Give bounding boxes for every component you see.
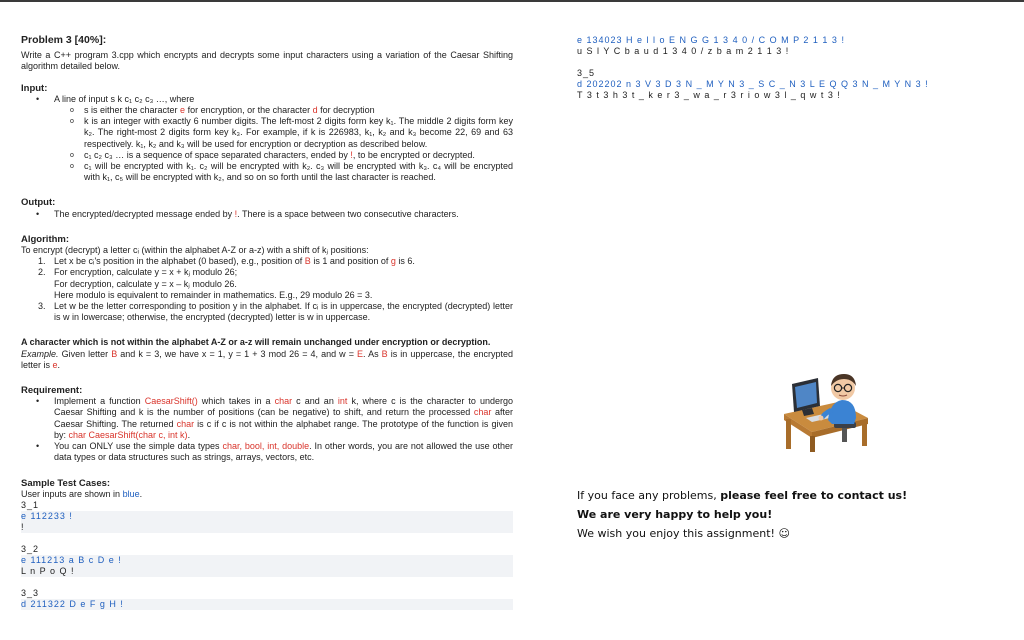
- input-sub-chars: o c₁ c₂ c₃ … is a sequence of space separated characters, ended by !, to be encrypted or decrypted.: [21, 150, 513, 161]
- output-bullet: • The encrypted/decrypted message ended by !. There is a space between two consecutive characters.: [21, 209, 513, 220]
- requirement-bullet-2: • You can ONLY use the simple data types char, bool, int, double. In other words, you are not allowed the use other data types or data structures such as strings, arrays, vectors, etc.: [21, 441, 513, 463]
- test-case-input: e 134023 H e l l o E N G G 1 3 4 0 / C O M P 2 1 1 3 !: [577, 35, 845, 45]
- test-case-input: e 111213 a B c D e !: [21, 555, 513, 566]
- contact-line-1: If you face any problems, please feel free to contact us!: [577, 489, 908, 502]
- test-case-3-1: [21, 500, 513, 533]
- right-test-cases: [577, 35, 1007, 101]
- algorithm-step-3: 3. Let w be the letter corresponding to position y in the alphabet. If cᵢ is in uppercase, the encrypted (decrypted) letter is w in lowercase; otherwise, the encrypted (decrypted) letter is w in uppercase.: [38, 301, 513, 323]
- algorithm-intro: To encrypt (decrypt) a letter cᵢ (within the alphabet A-Z or a-z) with a shift of kⱼ positions:: [21, 245, 369, 256]
- requirement-heading: Requirement:: [21, 385, 83, 397]
- contact-message: [577, 486, 907, 543]
- test-case-3-2: [21, 544, 513, 577]
- algorithm-step-1: 1. Let x be cᵢ's position in the alphabet (0 based), e.g., position of B is 1 and position of g is 6.: [38, 256, 415, 267]
- smiley-icon: ☺: [778, 527, 790, 540]
- test-case-id: 3_3: [21, 587, 40, 598]
- samples-heading: Sample Test Cases:: [21, 477, 111, 489]
- test-case-output: u S l Y C b a u d 1 3 4 0 / z b a m 2 1 1 3 !: [577, 46, 790, 56]
- problem-panel: [21, 35, 513, 610]
- problem-title: Problem 3 [40%]:: [21, 34, 107, 46]
- input-bullet: • A line of input s k c₁ c₂ c₃ …, where: [21, 94, 513, 105]
- input-heading: Input:: [21, 82, 48, 94]
- test-case-output: !: [21, 522, 513, 533]
- test-case-id: 3_1: [21, 499, 40, 510]
- samples-note: User inputs are shown in blue.: [21, 488, 143, 499]
- output-heading: Output:: [21, 197, 56, 209]
- input-sub-k: o k is an integer with exactly 6 number digits. The left-most 2 digits form key k₁. The middle 2 digits form key k₂. The right-most 2 digits form key k₃. For example, if k is 226983, k₁, k₂ and k₃ become 22, 69 and 63 respectively. k₁, k₂ and k₃ will be used for encryption or decryption as described below.: [21, 116, 513, 150]
- test-case-output: L n P o Q !: [21, 566, 513, 577]
- test-case-input: e 112233 !: [21, 511, 513, 522]
- requirement-bullet-1: • Implement a function CaesarShift() which takes in a char c and an int k, where c is the character to undergo Caesar Shifting and k is the number of positions (can be negative) to shift, and return the processed char after Caesar Shifting. The returned char is c if c is not within the alphabet range. The prototype of the function is given by: char CaesarShift(char c, int k).: [21, 396, 513, 441]
- algorithm-heading: Algorithm:: [21, 233, 70, 245]
- contact-line-2: We are very happy to help you!: [577, 508, 773, 521]
- top-rule: [0, 0, 1024, 2]
- note-nonalpha: A character which is not within the alphabet A-Z or a-z will remain unchanged under encryption or decryption.: [21, 337, 491, 348]
- problem-intro: Write a C++ program 3.cpp which encrypts and decrypts some input characters using a variation of the Caesar Shifting algorithm detailed below.: [21, 50, 513, 72]
- test-case-input: d 202202 n 3 V 3 D 3 N _ M Y N 3 _ S C _ N 3 L E Q Q 3 N _ M Y N 3 !: [577, 79, 929, 89]
- contact-line-3: We wish you enjoy this assignment! ☺: [577, 527, 790, 540]
- test-case-id: 3_5: [577, 68, 596, 78]
- test-case-id: 3_2: [21, 543, 40, 554]
- test-case-3-3: [21, 588, 513, 610]
- programmer-clipart-icon: [776, 362, 872, 454]
- input-sub-s: o s is either the character e for encryption, or the character d for decryption: [21, 105, 513, 116]
- input-sub-keys: o c₁ will be encrypted with k₁. c₂ will be encrypted with k₂. c₃ will be encrypted with k₃. c₄ will be encrypted with k₁, c₅ will be encrypted with k₂, and so on so forth until the last character is reached.: [21, 161, 513, 183]
- test-case-input: d 211322 D e F g H !: [21, 599, 513, 610]
- test-case-output: T 3 t 3 h 3 t _ k e r 3 _ w a _ r 3 r i o w 3 l _ q w t 3 !: [577, 90, 841, 100]
- algorithm-step-2: 2. For encryption, calculate y = x + kⱼ modulo 26; For decryption, calculate y = x – kⱼ modulo 26. Here modulo is equivalent to remainder in mathematics. E.g., 29 modulo 26 = 3.: [38, 267, 373, 300]
- note-example: Example. Given letter B and k = 3, we have x = 1, y = 1 + 3 mod 26 = 4, and w = E. As B is in uppercase, the encrypted letter is e.: [21, 348, 514, 370]
